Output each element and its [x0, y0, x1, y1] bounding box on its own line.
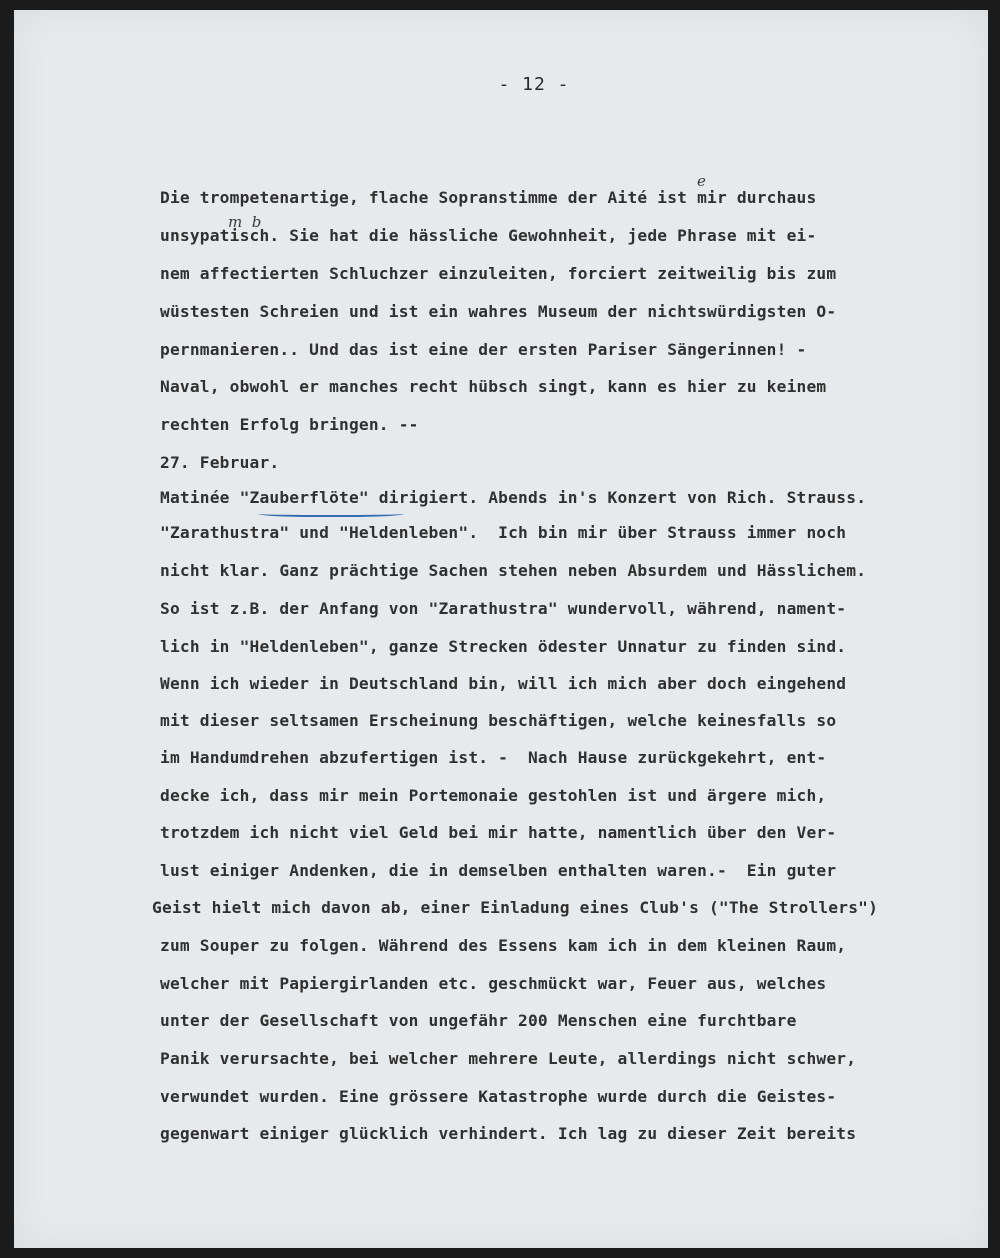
- text-line: nicht klar. Ganz prächtige Sachen stehen neben Absurdem und Hässlichem.: [160, 561, 867, 580]
- page-number: - 12 -: [498, 74, 570, 95]
- text-line: lich in "Heldenleben", ganze Strecken ödester Unnatur zu finden sind.: [160, 637, 847, 656]
- text-line: Naval, obwohl er manches recht hübsch singt, kann es hier zu keinem: [160, 377, 827, 396]
- text-line: im Handumdrehen abzufertigen ist. - Nach Hause zurückgekehrt, ent-: [160, 748, 827, 767]
- text-line: mit dieser seltsamen Erscheinung beschäftigen, welche keinesfalls so: [160, 711, 837, 730]
- handwritten-correction-e: e: [697, 172, 706, 190]
- text-line: wüstesten Schreien und ist ein wahres Museum der nichtswürdigsten O-: [160, 302, 837, 321]
- text-line: "Zarathustra" und "Heldenleben". Ich bin mir über Strauss immer noch: [160, 523, 847, 542]
- text-line: nem affectierten Schluchzer einzuleiten, forciert zeitweilig bis zum: [160, 264, 837, 283]
- blue-underline: [258, 509, 404, 517]
- text-line: Geist hielt mich davon ab, einer Einladung eines Club's ("The Strollers"): [152, 898, 879, 917]
- text-line: Wenn ich wieder in Deutschland bin, will ich mich aber doch eingehend: [160, 674, 847, 693]
- text-line: verwundet wurden. Eine grössere Katastrophe wurde durch die Geistes-: [160, 1087, 837, 1106]
- text-line: Matinée "Zauberflöte" dirigiert. Abends in's Konzert von Rich. Strauss.: [160, 488, 867, 507]
- text-line: welcher mit Papiergirlanden etc. geschmückt war, Feuer aus, welches: [160, 974, 827, 993]
- text-line: unter der Gesellschaft von ungefähr 200 Menschen eine furchtbare: [160, 1011, 797, 1030]
- text-line: So ist z.B. der Anfang von "Zarathustra" wundervoll, während, nament-: [160, 599, 847, 618]
- text-line: lust einiger Andenken, die in demselben enthalten waren.- Ein guter: [160, 861, 837, 880]
- text-line: decke ich, dass mir mein Portemonaie gestohlen ist und ärgere mich,: [160, 786, 827, 805]
- text-line: Die trompetenartige, flache Sopranstimme der Aité ist mir durchaus: [160, 188, 817, 207]
- text-line: trotzdem ich nicht viel Geld bei mir hatte, namentlich über den Ver-: [160, 823, 837, 842]
- text-line: rechten Erfolg bringen. --: [160, 415, 419, 434]
- handwritten-correction-mb: m b: [228, 213, 262, 231]
- date-heading: 27. Februar.: [160, 453, 280, 472]
- text-line: pernmanieren.. Und das ist eine der ersten Pariser Sängerinnen! -: [160, 340, 807, 359]
- text-line: unsypatisch. Sie hat die hässliche Gewohnheit, jede Phrase mit ei-: [160, 226, 817, 245]
- text-line: Panik verursachte, bei welcher mehrere Leute, allerdings nicht schwer,: [160, 1049, 857, 1068]
- text-line: zum Souper zu folgen. Während des Essens kam ich in dem kleinen Raum,: [160, 936, 847, 955]
- text-line: gegenwart einiger glücklich verhindert. Ich lag zu dieser Zeit bereits: [160, 1124, 857, 1143]
